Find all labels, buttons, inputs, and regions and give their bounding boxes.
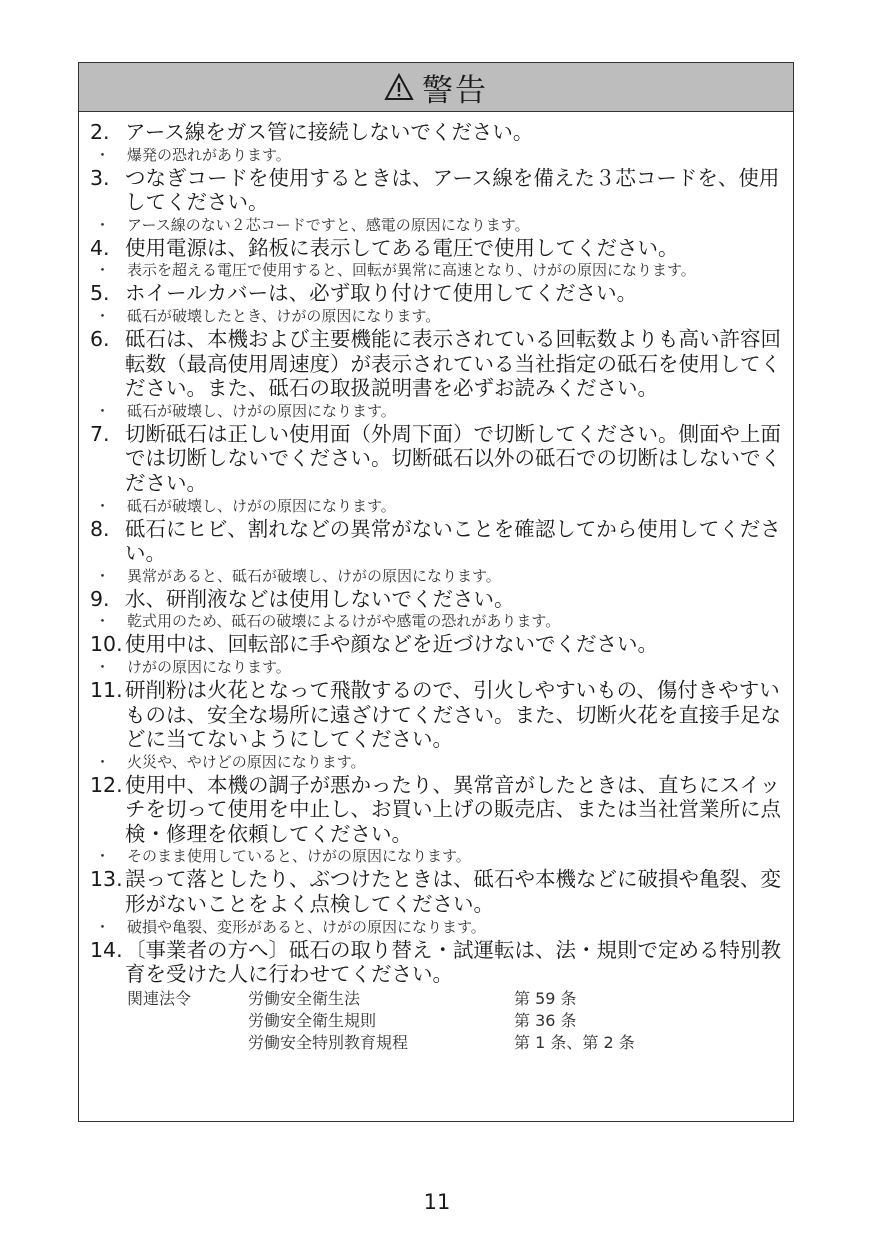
item-text: 使用電源は、銘板に表示してある電圧で使用してください。	[125, 235, 679, 260]
item-number: 2.	[90, 120, 110, 144]
note-text: けがの原因になります。	[127, 657, 291, 676]
item-note	[90, 918, 783, 937]
item-text: 使用中、本機の調子が悪かったり、異常音がしたときは、直ちにスイッチを切って使用を中止し、お買い上げの販売店、または当社営業所に点検・修理を依頼してください。	[125, 772, 781, 846]
bullet-icon: ・	[95, 917, 111, 936]
item-text: 切断砥石は正しい使用面（外周下面）で切断してください。側面や上面では切断しないでください。切断砥石以外の砥石での切断はしないでください。	[125, 421, 781, 495]
item-text: ホイールカバーは、必ず取り付けて使用してください。	[125, 281, 638, 306]
warning-item	[90, 422, 783, 496]
warning-list	[79, 112, 793, 1054]
item-note	[90, 216, 783, 235]
item-note	[90, 612, 783, 631]
item-number: 3.	[90, 165, 110, 190]
note-text: 砥石が破壊し、けがの原因になります。	[127, 401, 396, 420]
law-label	[90, 1032, 248, 1054]
law-name: 労働安全衛生法	[248, 988, 361, 1008]
law-label: 関連法令	[127, 988, 192, 1008]
item-note	[90, 753, 783, 772]
law-row	[90, 1032, 783, 1054]
item-number: 14.	[90, 937, 123, 962]
note-text: 砥石が破壊したとき、けがの原因になります。	[127, 306, 441, 325]
item-number: 7.	[90, 421, 110, 446]
item-text: アース線をガス管に接続しないでください。	[125, 120, 534, 144]
warning-item	[90, 517, 783, 566]
warning-item	[90, 236, 783, 261]
bullet-icon: ・	[95, 847, 111, 866]
law-row	[90, 1010, 783, 1032]
note-text: 火災や、やけどの原因になります。	[127, 752, 366, 771]
warning-item	[90, 327, 783, 401]
bullet-icon: ・	[95, 306, 111, 325]
item-text: 砥石は、本機および主要機能に表示されている回転数よりも高い許容回転数（最高使用周速度）が表示されている当社指定の砥石を使用してください。また、砥石の取扱説明書を必ずお読みください。	[125, 326, 781, 401]
warning-triangle-icon	[384, 72, 414, 102]
item-note	[90, 307, 783, 326]
note-text: アース線のない２芯コードですと、感電の原因になります。	[127, 215, 530, 234]
bullet-icon: ・	[95, 752, 111, 771]
item-note	[90, 146, 783, 165]
note-text: 表示を超える電圧で使用すると、回転が異常に高速となり、けがの原因になります。	[127, 261, 696, 280]
warning-item	[90, 587, 783, 612]
item-text: 誤って落としたり、ぶつけたときは、砥石や本機などに破損や亀裂、変形がないことをよく点検してください。	[125, 867, 781, 917]
item-number: 5.	[90, 281, 110, 306]
bullet-icon: ・	[95, 401, 111, 420]
item-number: 9.	[90, 586, 110, 611]
warning-item	[90, 166, 783, 215]
item-number: 6.	[90, 326, 110, 351]
warning-item	[90, 632, 783, 657]
bullet-icon: ・	[95, 145, 111, 164]
item-note	[90, 658, 783, 677]
bullet-icon: ・	[95, 612, 111, 631]
bullet-icon: ・	[95, 215, 111, 234]
warning-item	[90, 867, 783, 916]
law-article: 第 59 条	[514, 988, 577, 1008]
page-number: 11	[423, 1190, 451, 1214]
note-text: 爆発の恐れがあります。	[127, 145, 291, 164]
bullet-icon: ・	[95, 566, 111, 585]
warning-panel	[78, 62, 794, 1122]
note-text: 砥石が破壊し、けがの原因になります。	[127, 496, 396, 515]
warning-item	[90, 938, 783, 987]
warning-item	[90, 281, 783, 306]
item-note	[90, 402, 783, 421]
item-text: 使用中は、回転部に手や顔などを近づけないでください。	[125, 632, 658, 657]
note-text: 破損や亀裂、変形があると、けがの原因になります。	[127, 917, 486, 936]
item-note	[90, 567, 783, 586]
item-text: つなぎコードを使用するときは、アース線を備えた３芯コードを、使用してください。	[125, 165, 780, 215]
item-number: 8.	[90, 516, 110, 541]
warning-title: 警告	[422, 72, 488, 109]
warning-item	[90, 678, 783, 752]
law-article: 第 36 条	[514, 1010, 577, 1030]
law-article: 第 1 条、第 2 条	[514, 1032, 635, 1052]
bullet-icon: ・	[95, 657, 111, 676]
law-name: 労働安全特別教育規程	[248, 1032, 409, 1052]
law-label	[90, 1010, 248, 1032]
item-number: 11.	[90, 677, 123, 702]
note-text: そのまま使用していると、けがの原因になります。	[127, 847, 471, 866]
note-text: 乾式用のため、砥石の破壊によるけがや感電の恐れがあります。	[127, 612, 561, 631]
item-note	[90, 847, 783, 866]
item-number: 13.	[90, 867, 123, 892]
related-law-table	[90, 988, 783, 1054]
item-number: 12.	[90, 772, 123, 797]
note-text: 異常があると、砥石が破壊し、けがの原因になります。	[127, 566, 501, 585]
bullet-icon: ・	[95, 496, 111, 515]
item-note	[90, 497, 783, 516]
item-note	[90, 261, 783, 280]
warning-header	[79, 63, 793, 112]
warning-item	[90, 773, 783, 847]
item-text: 〔事業者の方へ〕砥石の取り替え・試運転は、法・規則で定める特別教育を受けた人に行わせてください。	[125, 937, 781, 987]
warning-item	[90, 120, 783, 145]
item-number: 10.	[90, 632, 123, 657]
item-text: 研削粉は火花となって飛散するので、引火しやすいもの、傷付きやすいものは、安全な場所に遠ざけてください。また、切断火花を直接手足などに当てないようにしてください。	[125, 677, 781, 752]
bullet-icon: ・	[95, 261, 111, 280]
item-text: 水、研削液などは使用しないでください。	[125, 586, 515, 611]
item-text: 砥石にヒビ、割れなどの異常がないことを確認してから使用してください。	[125, 516, 781, 566]
law-name: 労働安全衛生規則	[248, 1010, 377, 1030]
item-number: 4.	[90, 235, 110, 260]
law-row	[90, 988, 783, 1010]
